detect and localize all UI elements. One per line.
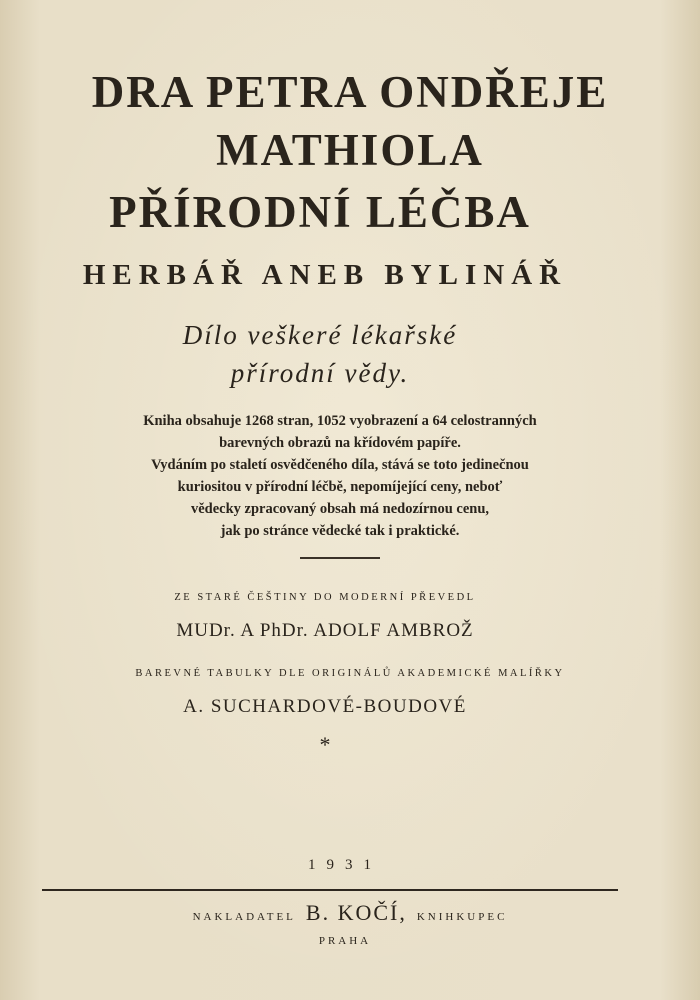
title-author-surname: MATHIOLA — [216, 125, 484, 175]
tagline-line-2: přírodní vědy. — [230, 358, 410, 388]
description-line: kuriositou v přírodní léčbě, nepomíjející ceny, neboť — [177, 479, 503, 495]
book-title: PŘÍRODNÍ LÉČBA — [109, 187, 531, 237]
book-description — [20, 410, 660, 542]
title-author-line: DRA PETRA ONDŘEJE — [91, 67, 609, 117]
publication-city: PRAHA — [318, 935, 372, 947]
asterisk-ornament: * — [319, 732, 331, 757]
book-subtitle: HERBÁŘ ANEB BYLINÁŘ — [82, 259, 568, 291]
imprint-rule — [42, 889, 618, 891]
section-divider — [300, 557, 380, 559]
description-line: Kniha obsahuje 1268 stran, 1052 vyobrazení a 64 celostranných — [143, 413, 537, 429]
illustrator-name: A. SUCHARDOVÉ-BOUDOVÉ — [183, 696, 467, 717]
description-line: barevných obrazů na křídovém papíře. — [219, 435, 461, 451]
publisher-role: KNIHKUPEC — [416, 911, 508, 923]
description-line: jak po stránce vědecké tak i praktické. — [220, 523, 460, 539]
illustrator-label: BAREVNÉ TABULKY DLE ORIGINÁLŮ AKADEMICKÉ MALÍŘKY — [135, 668, 565, 679]
publisher-label: NAKLADATEL — [192, 911, 296, 923]
publisher-name: B. KOČÍ, — [305, 900, 407, 925]
description-line: Vydáním po staletí osvědčeného díla, stává se toto jedinečnou — [151, 457, 529, 473]
description-line: vědecky zpracovaný obsah má nedozírnou cenu, — [190, 501, 490, 517]
publisher-line — [0, 900, 700, 926]
tagline-line-1: Dílo veškeré lékařské — [182, 320, 458, 350]
translator-label: ZE STARÉ ČEŠTINY DO MODERNÍ PŘEVEDL — [174, 592, 476, 603]
translator-name: MUDr. A PhDr. ADOLF AMBROŽ — [176, 620, 474, 641]
publication-year: 1931 — [308, 857, 382, 873]
